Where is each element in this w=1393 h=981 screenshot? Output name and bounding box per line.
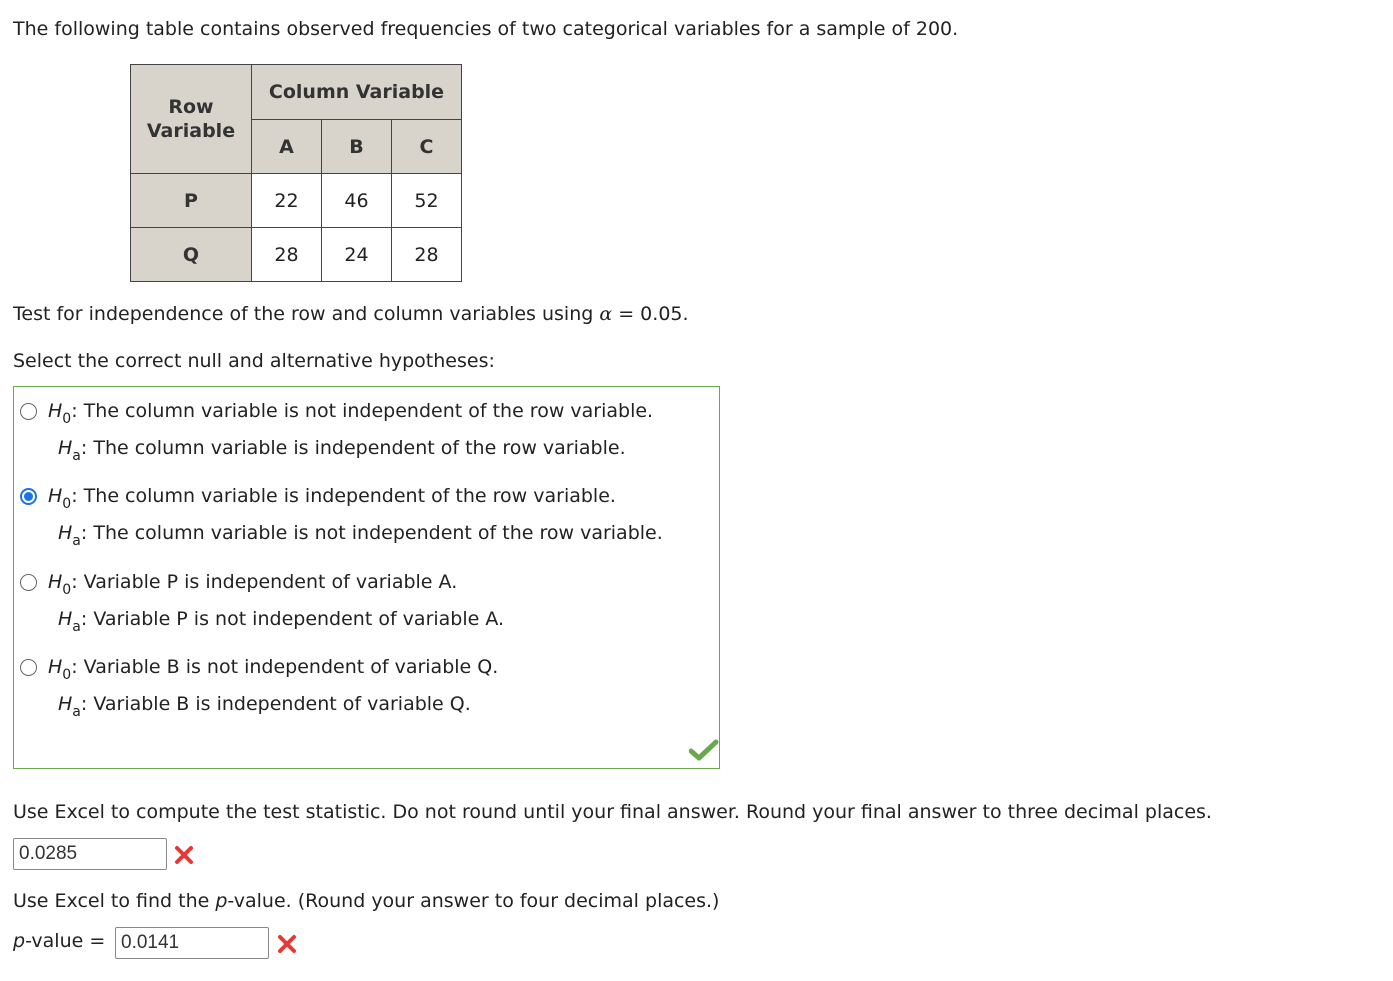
null-hypothesis: $H_0$: Variable P is independent of variable A. xyxy=(48,571,458,598)
alpha-symbol: α xyxy=(599,303,613,325)
table-cell: 22 xyxy=(252,174,322,228)
radio-button-option-1[interactable] xyxy=(20,403,37,420)
alternative-hypothesis: $H_a$: The column variable is not independent of the row variable. xyxy=(58,522,663,549)
hypotheses-options-box xyxy=(13,386,720,769)
p-value-label: p-value = xyxy=(13,930,106,952)
option-4[interactable] xyxy=(14,656,714,736)
incorrect-x-icon xyxy=(277,934,297,954)
column-header-a: A xyxy=(252,120,322,174)
option-2[interactable] xyxy=(14,485,714,565)
table-cell: 24 xyxy=(322,228,392,282)
row-variable-header: Row Variable xyxy=(131,65,252,174)
column-header-c: C xyxy=(392,120,462,174)
radio-button-option-3[interactable] xyxy=(20,574,37,591)
column-header-b: B xyxy=(322,120,392,174)
test-statistic-input[interactable] xyxy=(13,838,167,870)
intro-text: The following table contains observed frequencies of two categorical variables for a sample of 200. xyxy=(13,18,959,40)
row-header-p: P xyxy=(131,174,252,228)
alternative-hypothesis: $H_a$: The column variable is independent of the row variable. xyxy=(58,437,626,464)
alternative-hypothesis: $H_a$: Variable B is independent of variable Q. xyxy=(58,693,471,720)
p-value-prompt: Use Excel to find the p-value. (Round your answer to four decimal places.) xyxy=(13,890,720,912)
table-row xyxy=(131,174,462,228)
option-1[interactable] xyxy=(14,400,714,480)
null-hypothesis: $H_0$: The column variable is independent of the row variable. xyxy=(48,485,616,512)
table-cell: 28 xyxy=(252,228,322,282)
test-instruction: Test for independence of the row and column variables using α = 0.05. xyxy=(13,303,689,325)
correct-check-icon xyxy=(689,739,719,761)
table-row xyxy=(131,228,462,282)
select-instruction: Select the correct null and alternative hypotheses: xyxy=(13,350,495,372)
table-cell: 46 xyxy=(322,174,392,228)
radio-button-option-2[interactable] xyxy=(20,488,37,505)
table-cell: 28 xyxy=(392,228,462,282)
alternative-hypothesis: $H_a$: Variable P is not independent of variable A. xyxy=(58,608,505,635)
p-value-input[interactable] xyxy=(115,927,269,959)
row-header-q: Q xyxy=(131,228,252,282)
contingency-table xyxy=(130,64,462,282)
column-variable-header: Column Variable xyxy=(252,65,462,120)
incorrect-x-icon xyxy=(174,845,194,865)
null-hypothesis: $H_0$: Variable B is not independent of variable Q. xyxy=(48,656,499,683)
option-3[interactable] xyxy=(14,571,714,651)
test-statistic-prompt: Use Excel to compute the test statistic. Do not round until your final answer. Round your final answer to three decimal places. xyxy=(13,801,1212,823)
null-hypothesis: $H_0$: The column variable is not independent of the row variable. xyxy=(48,400,654,427)
radio-button-option-4[interactable] xyxy=(20,659,37,676)
table-cell: 52 xyxy=(392,174,462,228)
